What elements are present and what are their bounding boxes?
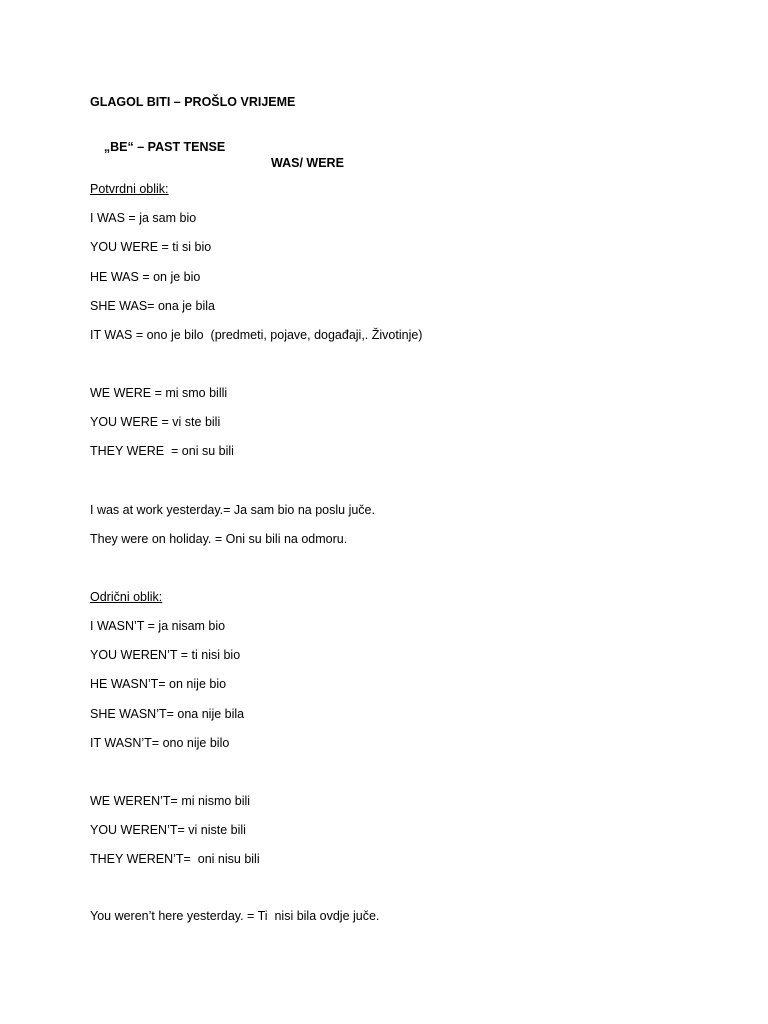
negative-heading: Odrični oblik: [90,590,163,604]
negative-example: You weren’t here yesterday. = Ti nisi bila ovdje juče. [90,909,380,923]
negative-plural-line: THEY WEREN’T= oni nisu bili [90,852,260,866]
negative-line: SHE WASN’T= ona nije bila [90,707,245,721]
document-title: GLAGOL BITI – PROŠLO VRIJEME [90,95,296,109]
negative-plural-line: YOU WEREN’T= vi niste bili [90,823,246,837]
negative-line: HE WASN’T= on nije bio [90,677,227,691]
subtitle-right: WAS/ WERE [271,156,344,170]
affirmative-plural-line: WE WERE = mi smo billi [90,386,228,400]
negative-line: YOU WEREN’T = ti nisi bio [90,648,241,662]
affirmative-line: I WAS = ja sam bio [90,211,197,225]
negative-plural-line: WE WEREN’T= mi nismo bili [90,794,251,808]
affirmative-plural-line: YOU WERE = vi ste bili [90,415,221,429]
affirmative-line: YOU WERE = ti si bio [90,240,212,254]
subtitle-left: „BE“ – PAST TENSE [103,140,226,154]
affirmative-line: SHE WAS= ona je bila [90,299,215,313]
negative-line: IT WASN’T= ono nije bilo [90,736,230,750]
affirmative-line: HE WAS = on je bio [90,270,201,284]
subtitle-row [90,123,344,187]
affirmative-heading: Potvrdni oblik: [90,182,169,196]
affirmative-example: I was at work yesterday.= Ja sam bio na poslu juče. [90,503,375,517]
affirmative-line: IT WAS = ono je bilo (predmeti, pojave, događaji,. Životinje) [90,328,423,342]
negative-line: I WASN’T = ja nisam bio [90,619,226,633]
affirmative-plural-line: THEY WERE = oni su bili [90,444,234,458]
affirmative-example: They were on holiday. = Oni su bili na odmoru. [90,532,348,546]
